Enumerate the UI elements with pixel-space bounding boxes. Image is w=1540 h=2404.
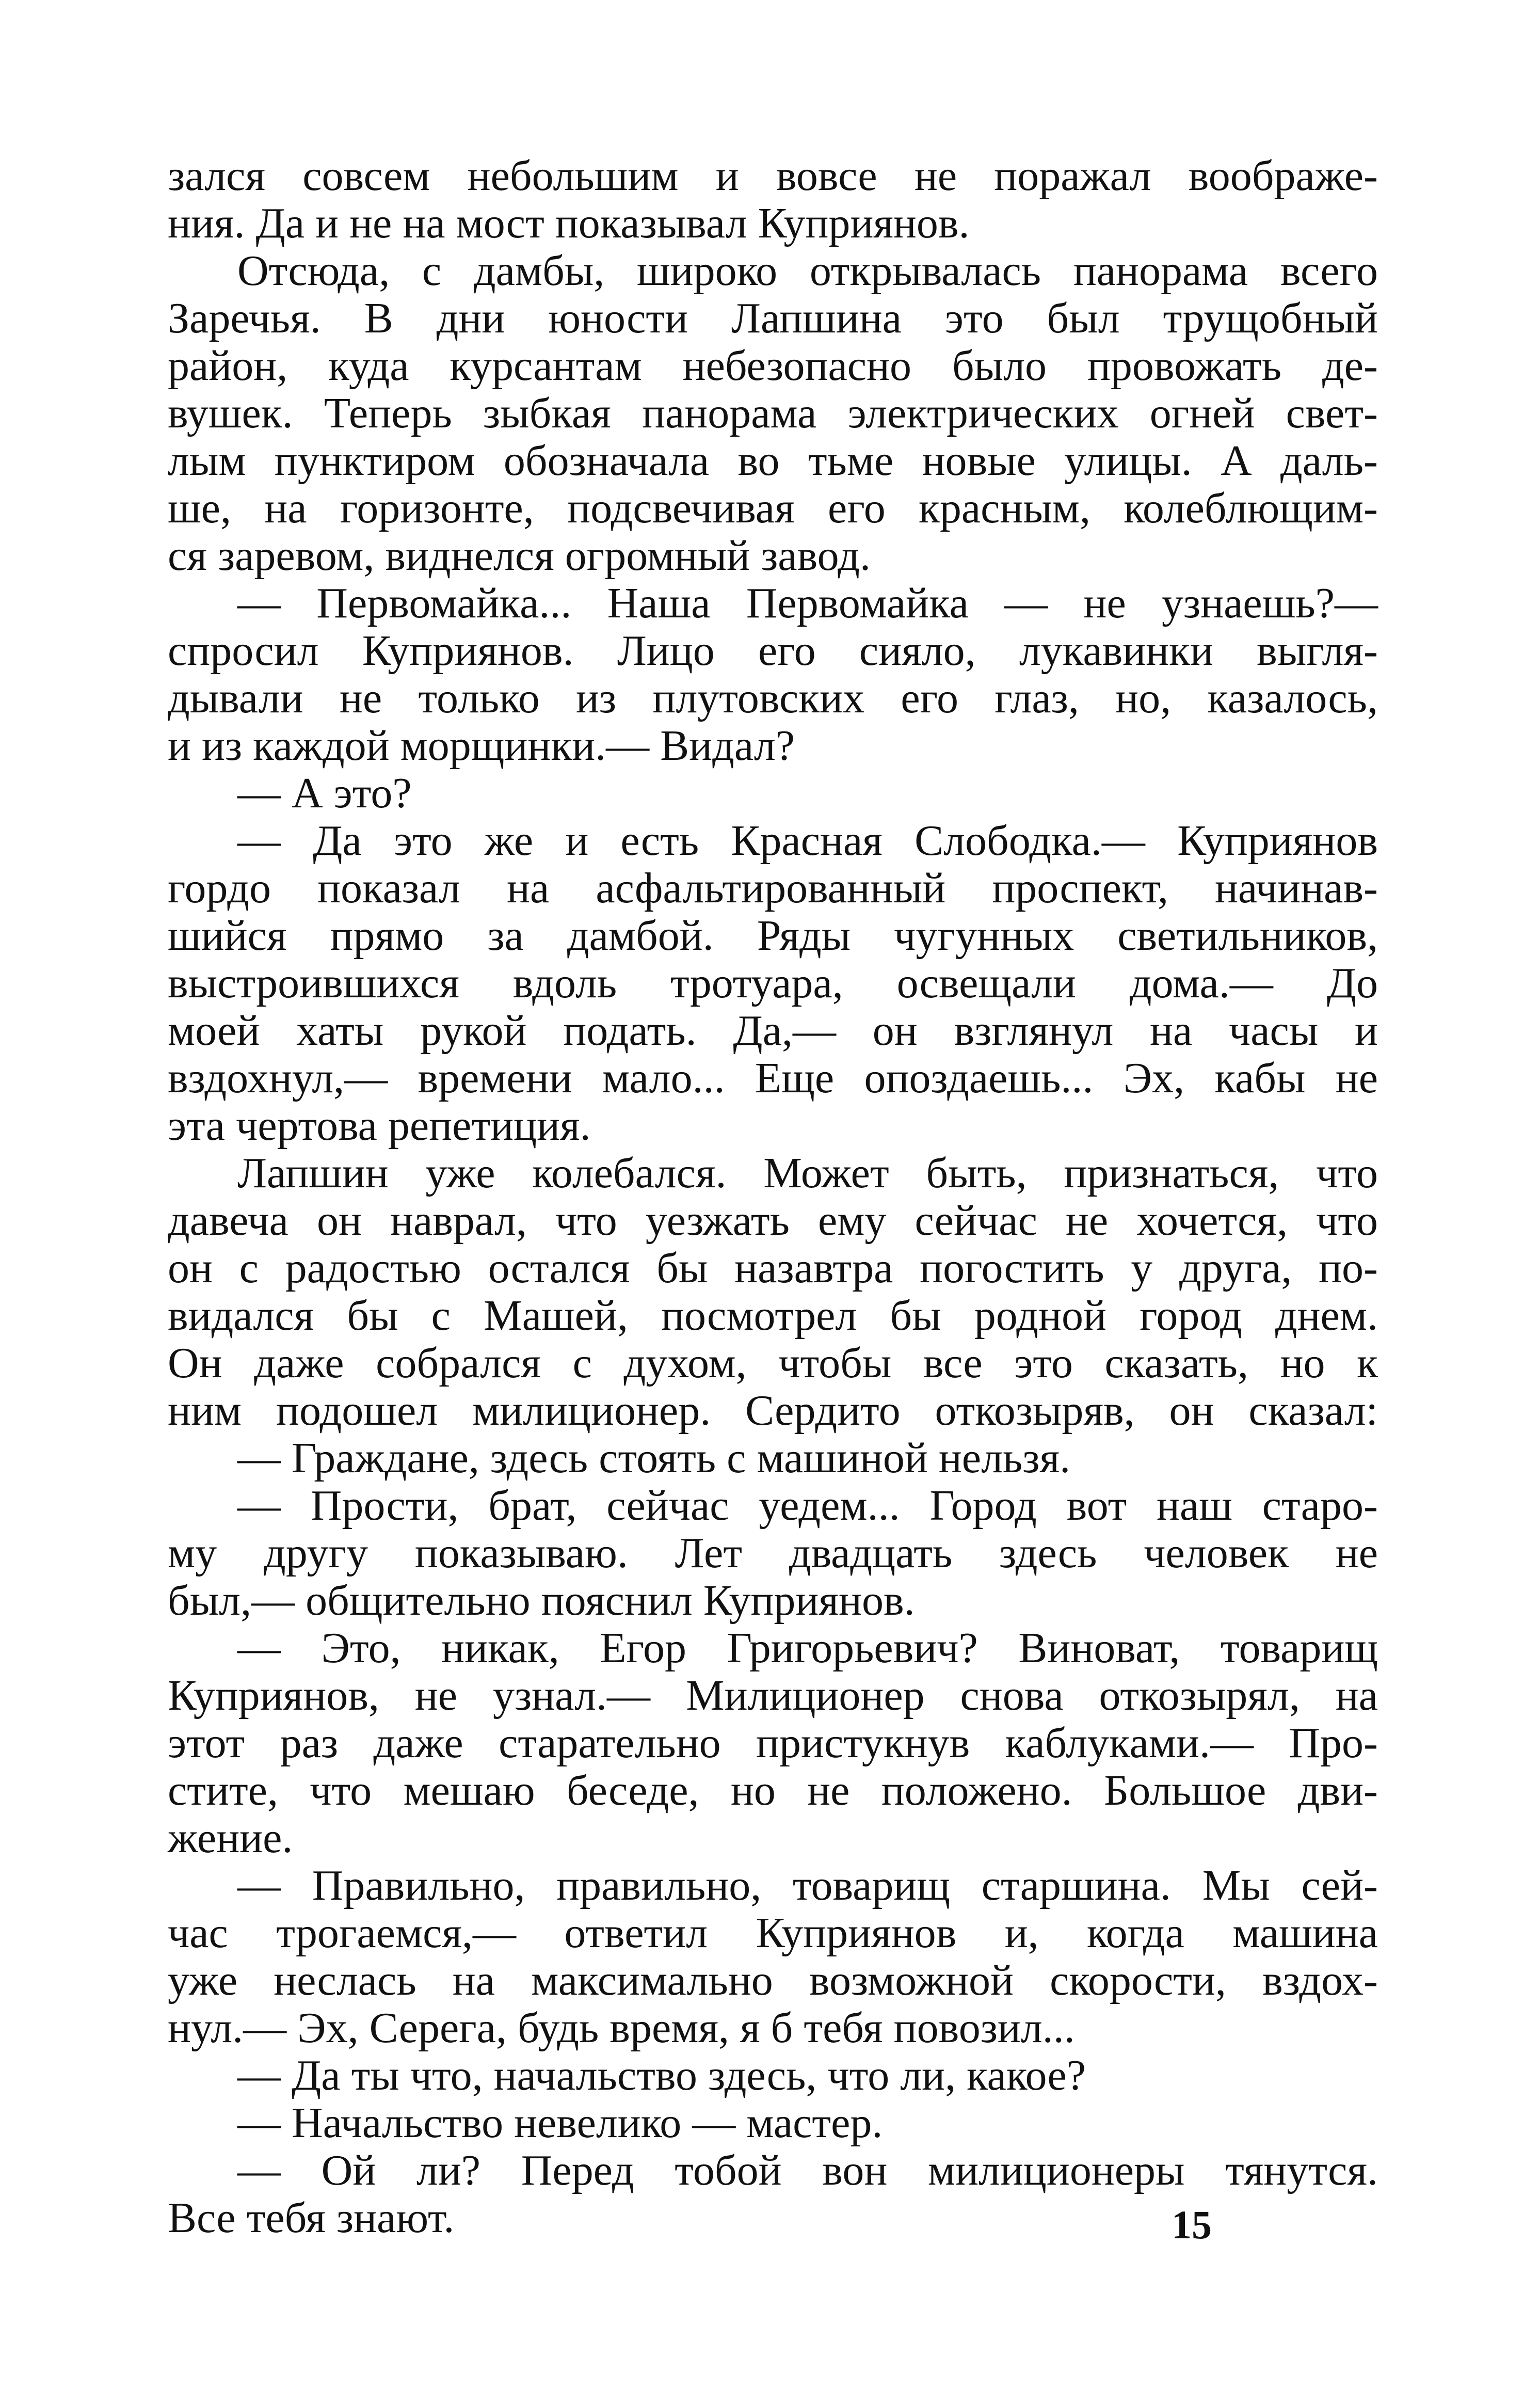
text-line: Куприянов, не узнал.— Милиционер снова откозырял, на [168, 1671, 1378, 1720]
text-line: эта чертова репетиция. [168, 1102, 591, 1150]
text-line: видался бы с Машей, посмотрел бы родной город днем. [168, 1292, 1378, 1340]
text-line: — Правильно, правильно, товарищ старшина. Мы сей- [237, 1861, 1378, 1909]
text-line: ше, на горизонте, подсвечивая его красным, колеблющим- [168, 484, 1378, 532]
text-line: дывали не только из плутовских его глаз, но, казалось, [168, 674, 1378, 722]
text-line: ним подошел милиционер. Сердито откозыряв, он сказал: [168, 1387, 1378, 1435]
text-line: — Да ты что, начальство здесь, что ли, какое? [237, 2051, 1086, 2099]
text-line: жение. [168, 1814, 293, 1862]
text-line: му другу показываю. Лет двадцать здесь человек не [168, 1529, 1378, 1577]
text-line: давеча он наврал, что уезжать ему сейчас не хочется, что [168, 1197, 1378, 1245]
text-line: моей хаты рукой подать. Да,— он взглянул на часы и [168, 1007, 1378, 1055]
text-line: Все тебя знают. [168, 2194, 455, 2242]
text-line: — Прости, брат, сейчас уедем... Город вот наш старо- [237, 1482, 1378, 1530]
text-line: этот раз даже старательно пристукнув каблуками.— Про- [168, 1719, 1378, 1767]
text-line: — Да это же и есть Красная Слободка.— Куприянов [237, 817, 1378, 865]
text-line: выстроившихся вдоль тротуара, освещали дома.— До [168, 959, 1378, 1007]
text-line: вушек. Теперь зыбкая панорама электрических огней свет- [168, 389, 1378, 437]
text-line: ся заревом, виднелся огромный завод. [168, 532, 871, 580]
text-line: — Ой ли? Перед тобой вон милиционеры тянутся. [237, 2146, 1378, 2194]
text-line: Лапшин уже колебался. Может быть, признаться, что [237, 1149, 1378, 1197]
text-line: Отсюда, с дамбы, широко открывалась панорама всего [237, 247, 1378, 295]
text-line: гордо показал на асфальтированный проспект, начинав- [168, 864, 1378, 912]
text-line: час трогаемся,— ответил Куприянов и, когда машина [168, 1909, 1378, 1957]
text-line: ния. Да и не на мост показывал Куприянов. [168, 199, 970, 247]
text-line: — А это? [237, 769, 412, 817]
text-line: — Начальство невелико — мастер. [237, 2099, 883, 2147]
body-text [168, 152, 1378, 2242]
text-line: стите, что мешаю беседе, но не положено. Большое дви- [168, 1766, 1378, 1814]
text-line: и из каждой морщинки.— Видал? [168, 722, 795, 770]
text-line: — Это, никак, Егор Григорьевич? Виноват, товарищ [237, 1624, 1378, 1672]
text-line: уже неслась на максимально возможной скорости, вздох- [168, 1956, 1378, 2004]
text-line: зался совсем небольшим и вовсе не поражал воображе- [168, 152, 1378, 200]
text-line: — Граждане, здесь стоять с машиной нельзя. [237, 1434, 1071, 1482]
page-number: 15 [1172, 2202, 1212, 2247]
text-line: спросил Куприянов. Лицо его сияло, лукавинки выгля- [168, 627, 1378, 675]
text-line: лым пунктиром обозначала во тьме новые улицы. А даль- [168, 437, 1378, 485]
text-line: район, куда курсантам небезопасно было провожать де- [168, 342, 1378, 390]
text-line: он с радостью остался бы назавтра погостить у друга, по- [168, 1244, 1378, 1292]
text-line: был,— общительно пояснил Куприянов. [168, 1577, 915, 1625]
text-line: вздохнул,— времени мало... Еще опоздаешь... Эх, кабы не [168, 1054, 1378, 1102]
text-line: нул.— Эх, Серега, будь время, я б тебя повозил... [168, 2004, 1075, 2052]
text-line: шийся прямо за дамбой. Ряды чугунных светильников, [168, 912, 1378, 960]
text-line: — Первомайка... Наша Первомайка — не узнаешь?— [237, 579, 1378, 627]
text-line: Заречья. В дни юности Лапшина это был трущобный [168, 294, 1378, 342]
text-line: Он даже собрался с духом, чтобы все это сказать, но к [168, 1339, 1378, 1387]
